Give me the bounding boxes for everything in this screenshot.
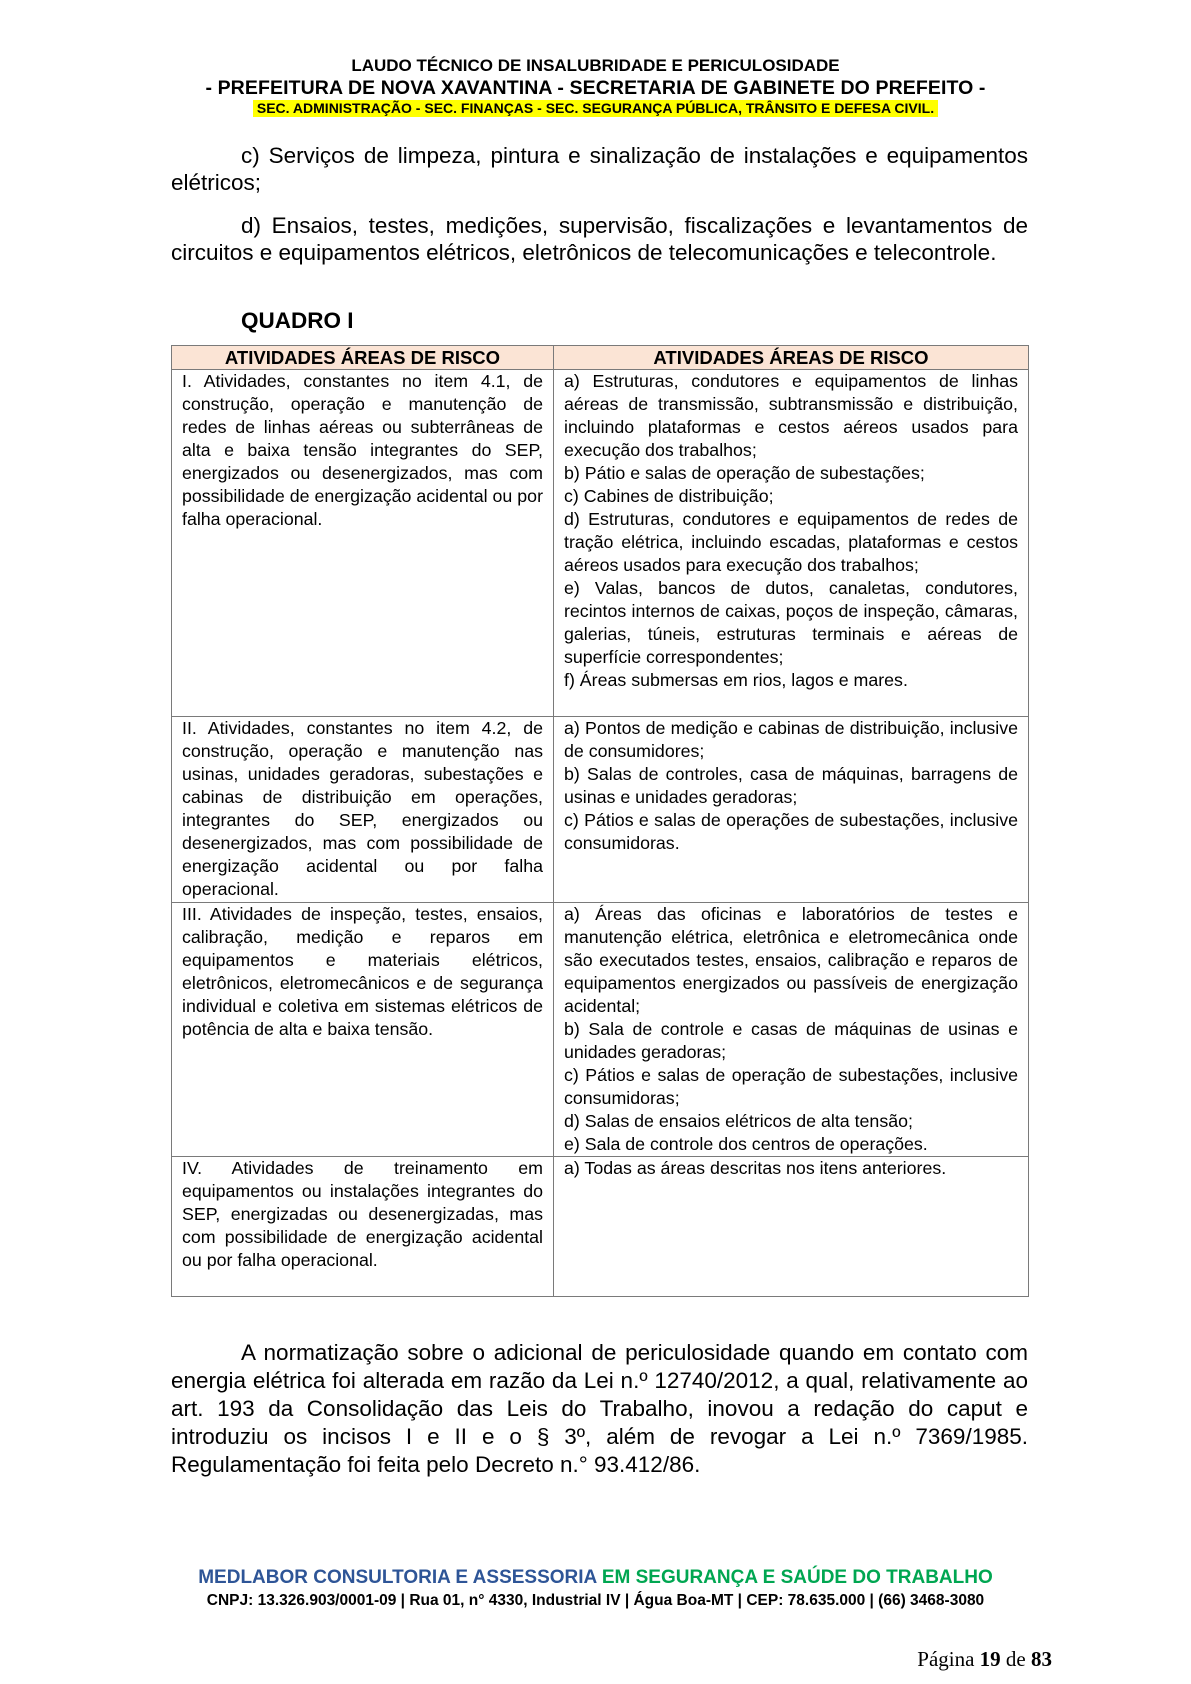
page-label: Página	[917, 1647, 975, 1671]
footer-company-name: MEDLABOR CONSULTORIA E ASSESSORIA	[198, 1567, 597, 1588]
footer-contact-details: CNPJ: 13.326.903/0001-09 | Rua 01, n° 4330, Industrial IV | Água Boa-MT | CEP: 78.635.000 | (66) 3468-3080	[206, 1592, 985, 1609]
table-header-activities: ATIVIDADES ÁREAS DE RISCO	[172, 346, 554, 370]
header-subtitle: - PREFEITURA DE NOVA XAVANTINA - SECRETARIA DE GABINETE DO PREFEITO -	[205, 77, 986, 99]
table-row	[172, 717, 1029, 903]
paragraph-final	[171, 1339, 1028, 1479]
paragraph-final-text: A normatização sobre o adicional de periculosidade quando em contato com energia elétrica foi alterada em razão da Lei n.º 12740/2012, a qual, relativamente ao art. 193 da Consolidação das Leis do Trabalho, inovou a redação do caput e introduziu os incisos I e II e o § 3º, além de revogar a Lei n.º 7369/1985. Regulamentação foi feita pelo Decreto n.° 93.412/86.	[171, 1340, 1028, 1477]
paragraph-c	[171, 142, 1028, 196]
footer-company	[0, 1566, 1191, 1590]
area-item: c) Pátios e salas de operações de subestações, inclusive consumidoras.	[564, 810, 1018, 853]
table-header-row	[172, 346, 1029, 370]
table-cell-areas	[554, 717, 1029, 903]
risk-areas-table	[171, 345, 1029, 1297]
area-item: f) Áreas submersas em rios, lagos e mares.	[564, 670, 908, 690]
area-item: b) Pátio e salas de operação de subestações;	[564, 463, 925, 483]
header-highlighted-secretariats: SEC. ADMINISTRAÇÃO - SEC. FINANÇAS - SEC. SEGURANÇA PÚBLICA, TRÂNSITO E DEFESA CIVIL.	[253, 100, 938, 117]
area-item: a) Estruturas, condutores e equipamentos de linhas aéreas de transmissão, subtransmissão e distribuição, incluindo plataformas e cestos aéreos usados para execução dos trabalhos;	[564, 371, 1018, 460]
area-item: b) Sala de controle e casas de máquinas de usinas e unidades geradoras;	[564, 1019, 1018, 1062]
table-cell-areas	[554, 1157, 1029, 1297]
area-item: b) Salas de controles, casa de máquinas, barragens de usinas e unidades geradoras;	[564, 764, 1018, 807]
table-cell-activity: II. Atividades, constantes no item 4.2, de construção, operação e manutenção nas usinas, unidades geradoras, subestações e cabinas de distribuição em operações, integrantes do SEP, energizados ou desenergizados, mas com possibilidade de energização acidental ou por falha operacional.	[172, 717, 554, 903]
document-header	[0, 55, 1191, 118]
table-cell-areas	[554, 903, 1029, 1157]
area-item: c) Cabines de distribuição;	[564, 486, 774, 506]
header-title: LAUDO TÉCNICO DE INSALUBRIDADE E PERICULOSIDADE	[351, 56, 840, 75]
page-number	[917, 1647, 1052, 1672]
table-row	[172, 370, 1029, 717]
table-cell-activity: I. Atividades, constantes no item 4.1, de construção, operação e manutenção de redes de linhas aéreas ou subterrâneas de alta e baixa tensão integrantes do SEP, energizados ou desenergizados, mas com possibilidade de energização acidental ou por falha operacional.	[172, 370, 554, 717]
footer-company-area: EM SEGURANÇA E SAÚDE DO TRABALHO	[596, 1567, 993, 1588]
area-item: d) Salas de ensaios elétricos de alta tensão;	[564, 1111, 913, 1131]
table-header-areas: ATIVIDADES ÁREAS DE RISCO	[554, 346, 1029, 370]
area-item: d) Estruturas, condutores e equipamentos de redes de tração elétrica, incluindo escadas, plataformas e cestos aéreos usados para execução dos trabalhos;	[564, 509, 1018, 575]
area-item: a) Áreas das oficinas e laboratórios de testes e manutenção elétrica, eletrônica e eletromecânica onde são executados testes, ensaios, calibração e reparos de equipamentos energizados ou passíveis de energização acidental;	[564, 904, 1018, 1016]
table-cell-activity: III. Atividades de inspeção, testes, ensaios, calibração, medição e reparos em equipamentos e materiais elétricos, eletrônicos, eletromecânicos e de segurança individual e coletiva em sistemas elétricos de potência de alta e baixa tensão.	[172, 903, 554, 1157]
table-cell-areas	[554, 370, 1029, 717]
table-row	[172, 1157, 1029, 1297]
area-item: a) Pontos de medição e cabinas de distribuição, inclusive de consumidores;	[564, 718, 1018, 761]
area-item: c) Pátios e salas de operação de subestações, inclusive consumidoras;	[564, 1065, 1018, 1108]
page-separator: de	[1005, 1647, 1026, 1671]
area-item: a) Todas as áreas descritas nos itens anteriores.	[564, 1158, 947, 1178]
page-total: 83	[1031, 1647, 1052, 1671]
document-footer	[0, 1566, 1191, 1612]
paragraph-d	[171, 212, 1028, 266]
quadro-title: QUADRO I	[241, 308, 354, 333]
table-cell-activity: IV. Atividades de treinamento em equipamentos ou instalações integrantes do SEP, energizadas ou desenergizadas, mas com possibilidade de energização acidental ou por falha operacional.	[172, 1157, 554, 1297]
area-item: e) Sala de controle dos centros de operações.	[564, 1134, 928, 1154]
page-current: 19	[979, 1647, 1001, 1671]
paragraph-d-text: d) Ensaios, testes, medições, supervisão, fiscalizações e levantamentos de circuitos e equipamentos elétricos, eletrônicos de telecomunicações e telecontrole.	[171, 213, 1028, 265]
paragraph-c-text: c) Serviços de limpeza, pintura e sinalização de instalações e equipamentos elétricos;	[171, 143, 1028, 195]
area-item: e) Valas, bancos de dutos, canaletas, condutores, recintos internos de caixas, poços de inspeção, câmaras, galerias, túneis, estruturas terminais e aéreas de superfície correspondentes;	[564, 578, 1018, 667]
table-row	[172, 903, 1029, 1157]
